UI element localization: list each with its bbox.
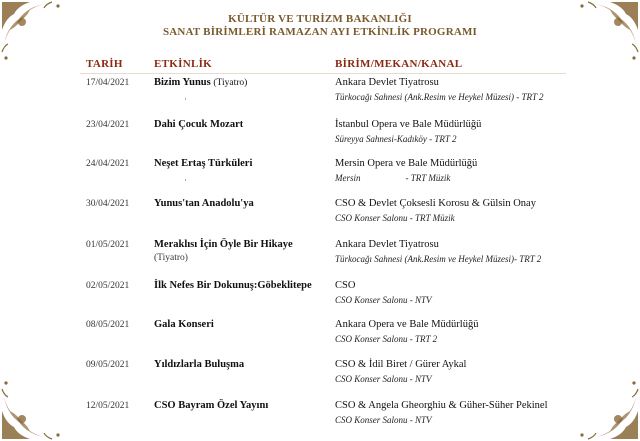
event-location-channel: Türkocağı Sahnesi (Ank.Resim ve Heykel Müzesi) - TRT 2 <box>335 92 544 102</box>
table-row <box>0 199 640 239</box>
event-date: 23/04/2021 <box>86 120 130 130</box>
event-title <box>154 119 243 130</box>
event-title-text: CSO Bayram Özel Yayını <box>154 400 269 411</box>
event-date: 09/05/2021 <box>86 360 130 370</box>
event-title <box>154 158 252 169</box>
event-title <box>154 77 247 88</box>
event-title-text: Bizim Yunus <box>154 77 211 88</box>
event-date: 24/04/2021 <box>86 159 130 169</box>
event-title <box>154 359 244 370</box>
event-venue: Ankara Devlet Tiyatrosu <box>335 77 439 88</box>
event-title-text: Gala Konseri <box>154 319 214 330</box>
event-location-channel: CSO Konser Salonu - TRT Müzik <box>335 213 455 223</box>
table-row <box>0 120 640 160</box>
event-venue: CSO & İdil Biret / Gürer Aykal <box>335 359 467 370</box>
table-row <box>0 320 640 360</box>
event-venue: İstanbul Opera ve Bale Müdürlüğü <box>335 119 482 130</box>
event-title-text: İlk Nefes Bir Dokunuş:Göbeklitepe <box>154 280 312 291</box>
event-title <box>154 319 214 330</box>
event-date: 02/05/2021 <box>86 281 130 291</box>
column-header-event: ETKİNLİK <box>154 58 213 70</box>
column-header-date: TARİH <box>86 58 123 70</box>
stray-dot: · <box>184 175 187 185</box>
event-venue: Ankara Devlet Tiyatrosu <box>335 239 439 250</box>
table-row <box>0 240 640 280</box>
table-row <box>0 78 640 118</box>
event-location-channel: Süreyya Sahnesi-Kadıköy - TRT 2 <box>335 134 457 144</box>
event-title-text: Yunus'tan Anadolu'ya <box>154 198 254 209</box>
event-location-channel: CSO Konser Salonu - NTV <box>335 295 432 305</box>
event-genre: (Tiyatro) <box>154 253 188 263</box>
program-title: SANAT BİRİMLERİ RAMAZAN AYI ETKİNLİK PROGRAMI <box>162 26 478 38</box>
event-date: 01/05/2021 <box>86 240 130 250</box>
event-location-channel: Türkocağı Sahnesi (Ank.Resim ve Heykel Müzesi)- TRT 2 <box>335 254 542 264</box>
event-date: 12/05/2021 <box>86 401 130 411</box>
event-venue: CSO & Angela Gheorghiu & Güher-Süher Pekinel <box>335 400 548 411</box>
stray-dot: · <box>184 94 187 104</box>
event-title <box>154 239 293 250</box>
event-title-text: Meraklısı İçin Öyle Bir Hikaye <box>154 239 293 250</box>
event-location-channel: CSO Konser Salonu - TRT 2 <box>335 334 438 344</box>
event-title-text: Yıldızlarla Buluşma <box>154 359 245 370</box>
ministry-title: KÜLTÜR VE TURİZM BAKANLIĞI <box>228 13 412 25</box>
event-title <box>154 280 312 291</box>
event-location-channel: CSO Konser Salonu - NTV <box>335 415 432 425</box>
event-venue: CSO <box>335 280 356 291</box>
event-date: 17/04/2021 <box>86 78 130 88</box>
table-row <box>0 401 640 441</box>
table-row <box>0 159 640 199</box>
table-row <box>0 281 640 321</box>
event-title <box>154 400 268 411</box>
column-header-venue: BİRİM/MEKAN/KANAL <box>335 58 463 70</box>
header-divider <box>80 73 566 74</box>
event-title-text: Neşet Ertaş Türküleri <box>154 158 253 169</box>
table-row <box>0 360 640 400</box>
event-date: 30/04/2021 <box>86 199 130 209</box>
event-location-channel: Mersin - TRT Müzik <box>335 173 451 183</box>
event-location-channel: CSO Konser Salonu - NTV <box>335 374 432 384</box>
event-venue: Ankara Opera ve Bale Müdürlüğü <box>335 319 479 330</box>
event-venue: CSO & Devlet Çoksesli Korosu & Gülsin Onay <box>335 198 536 209</box>
event-genre: (Tiyatro) <box>213 78 248 88</box>
event-venue: Mersin Opera ve Bale Müdürlüğü <box>335 158 478 169</box>
event-date: 08/05/2021 <box>86 320 130 330</box>
event-title <box>154 198 254 209</box>
event-title-text: Dahi Çocuk Mozart <box>154 119 244 130</box>
